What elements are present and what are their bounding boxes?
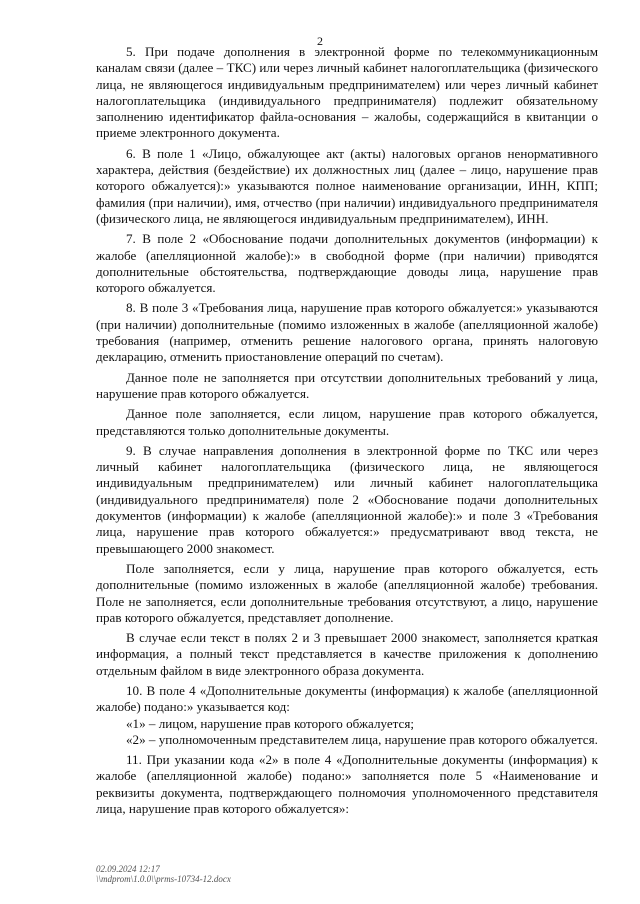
- paragraph-9-note-1: Поле заполняется, если у лица, нарушение прав которого обжалуется, есть дополнительные (помимо изложенных в жалобе (апелляционной жалобе) требования. Поле не заполняется, если дополнительные требования отсутствуют, а лицо, нарушение прав которого обжалуется, представляет дополнение.: [96, 560, 598, 625]
- footer-file-path: \\mdprom\1.0.0\\prms-10734-12.docx: [96, 874, 231, 884]
- paragraph-5: 5. При подаче дополнения в электронной форме по телекоммуникационным каналам связи (далее – ТКС) или через личный кабинет налогоплательщика (физического лица, не являющегося индивидуальным предпринимателем) или через личный кабинет налогоплательщика (индивидуального предпринимателя) подлежит обязательному заполнению идентификатор файла-основания – жалобы, содержащийся в квитанции о приеме электронного документа.: [96, 44, 598, 141]
- paragraph-8-note-2: Данное поле заполняется, если лицом, нарушение прав которого обжалуется, представляются только дополнительные документы.: [96, 406, 598, 438]
- page-number: 2: [317, 34, 323, 48]
- paragraph-8-note-1: Данное поле не заполняется при отсутствии дополнительных требований у лица, нарушение прав которого обжалуется.: [96, 369, 598, 401]
- paragraph-6: 6. В поле 1 «Лицо, обжалующее акт (акты) налоговых органов ненормативного характера, действия (бездействие) их должностных лиц (далее – лицо, нарушение прав которого обжалуется):» указываются полное наименование организации, ИНН, КПП; фамилия (при наличии), имя, отчество (при наличии) индивидуального предпринимателя (физического лица, не являющегося индивидуальным предпринимателем), ИНН.: [96, 145, 598, 226]
- paragraph-7: 7. В поле 2 «Обоснование подачи дополнительных документов (информации) к жалобе (апелляционной жалобе):» в свободной форме (при наличии) приводятся дополнительные обстоятельства, подтверждающие доводы лица, нарушение прав которого обжалуется.: [96, 231, 598, 296]
- document-footer: [96, 864, 231, 884]
- paragraph-10-code-1: «1» – лицом, нарушение прав которого обжалуется;: [126, 715, 415, 731]
- paragraph-9: 9. В случае направления дополнения в электронной форме по ТКС или через личный кабинет налогоплательщика (физического лица, не являющегося индивидуальным предпринимателем) или личный кабинет налогоплательщика (индивидуального предпринимателя) поле 2 «Обоснование подачи дополнительных документов (информации) к жалобе (апелляционной жалобе):» и поле 3 «Требования лица, нарушение прав которого обжалуется:» предусматривают ввод текста, не превышающего 2000 знакомест.: [96, 442, 598, 556]
- paragraph-9-note-2: В случае если текст в полях 2 и 3 превышает 2000 знакомест, заполняется краткая информация, а полный текст представляется в качестве приложения к дополнению отдельным файлом в виде электронного образа документа.: [96, 630, 598, 678]
- document-body: [96, 44, 598, 817]
- footer-timestamp: 02.09.2024 12:17: [96, 864, 160, 874]
- paragraph-10-code-2: «2» – уполномоченным представителем лица, нарушение прав которого обжалуется.: [126, 731, 598, 747]
- paragraph-8: 8. В поле 3 «Требования лица, нарушение прав которого обжалуется:» указываются (при наличии) дополнительные (помимо изложенных в жалобе (апелляционной жалобе) требования (например, отменить решение налогового органа, принять налоговую декларацию, отменить приостановление операций по счетам).: [96, 300, 598, 365]
- paragraph-11: 11. При указании кода «2» в поле 4 «Дополнительные документы (информация) к жалобе (апелляционной жалобе) подано:» заполняется поле 5 «Наименование и реквизиты документа, подтверждающего полномочия уполномоченного представителя лица, нарушение прав которого обжалуется»:: [96, 752, 598, 817]
- paragraph-10: 10. В поле 4 «Дополнительные документы (информация) к жалобе (апелляционной жалобе) подано:» указывается код:: [96, 682, 598, 715]
